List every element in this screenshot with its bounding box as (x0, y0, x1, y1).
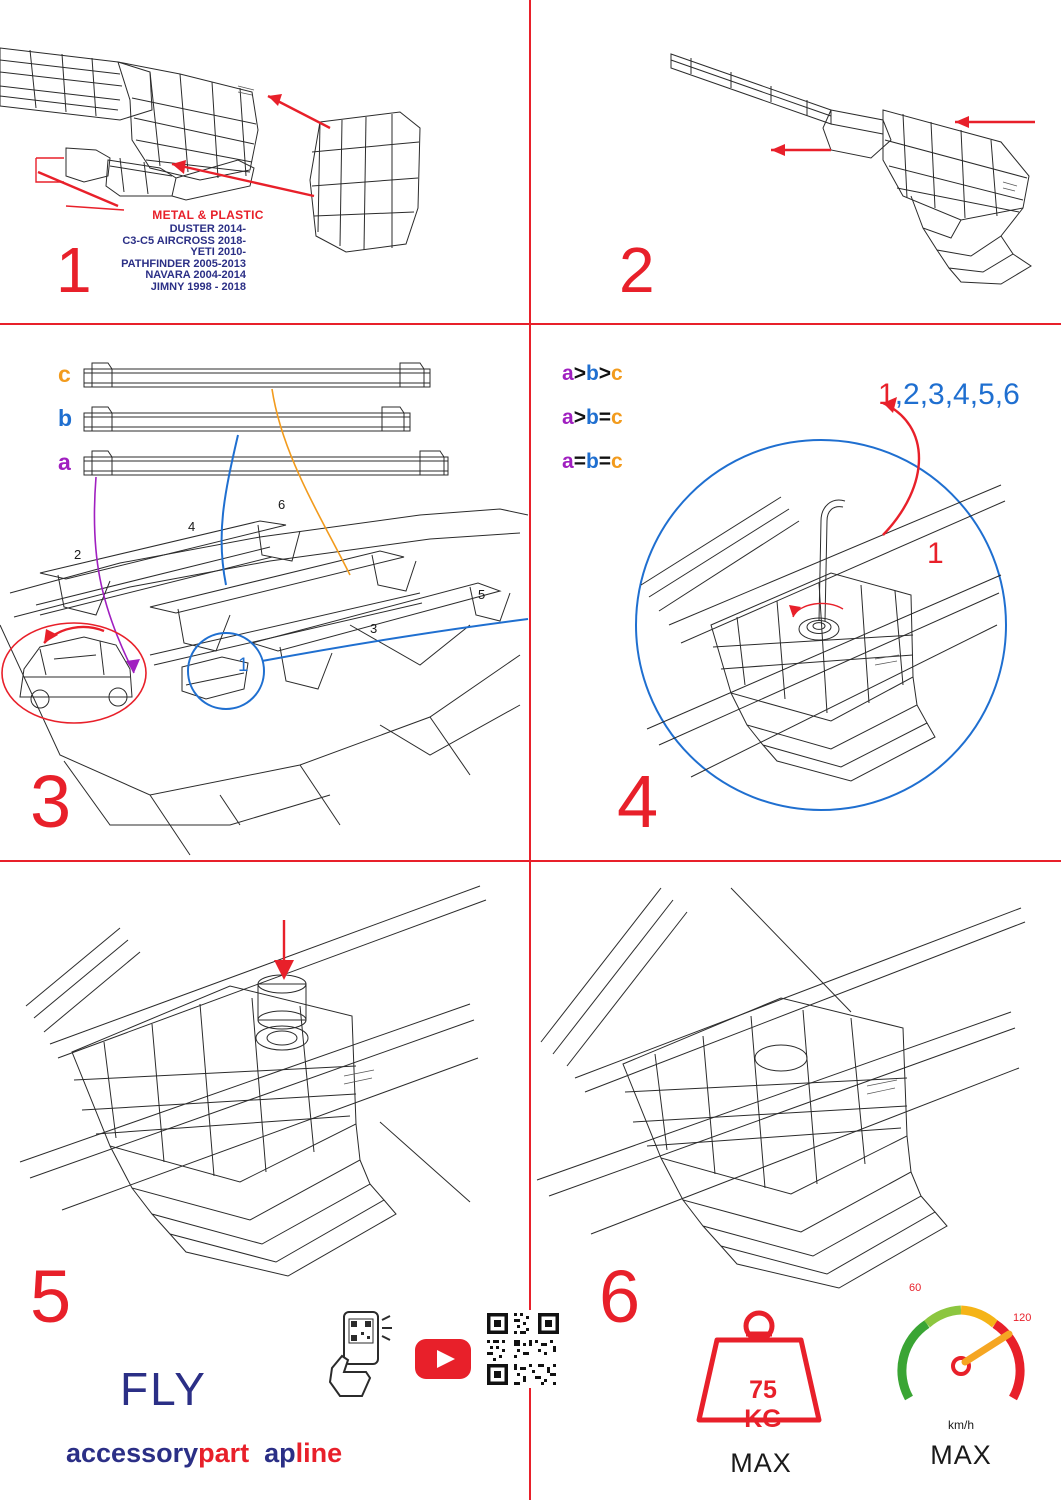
eq2-b: b (585, 406, 599, 429)
panel-step-1 (0, 0, 529, 323)
vehicle-item: PATHFINDER 2005-2013 (121, 257, 246, 270)
brand-word-ap: ap (264, 1438, 296, 1468)
eq1-b: b (585, 362, 599, 385)
bar-label-c: c (58, 361, 71, 387)
bar-label-b: b (58, 405, 73, 431)
eq2-op2: = (598, 406, 612, 429)
marker-6: 6 (278, 497, 286, 512)
step-number-2: 2 (619, 234, 655, 306)
sequence-first: 1 (878, 378, 895, 411)
gauge-max-label: 120 (1013, 1312, 1032, 1324)
sequence-rest: ,2,3,4,5,6 (894, 378, 1020, 411)
vehicle-item: YETI 2010- (190, 246, 246, 258)
eq1-c: c (611, 362, 623, 385)
speed-limit-gauge-icon (893, 1294, 1032, 1426)
eq3-op1: = (573, 450, 586, 473)
marker-3: 3 (370, 621, 378, 636)
material-note: METAL & PLASTIC (152, 208, 264, 222)
panel-step-3 (0, 325, 529, 860)
step-number-5: 5 (30, 1255, 72, 1338)
step-number-4: 4 (617, 760, 659, 843)
brand-word-part: part (198, 1438, 250, 1468)
vehicle-item: C3-C5 AIRCROSS 2018- (122, 234, 246, 247)
eq1-a: a (562, 362, 574, 385)
panel-5-illustration (0, 862, 529, 1500)
marker-5: 5 (478, 587, 486, 602)
speed-unit-label: km/h (947, 1418, 974, 1432)
speed-max-label: MAX (930, 1440, 992, 1470)
bar-label-a: a (58, 449, 71, 475)
qr-scan-hand-icon (326, 1310, 402, 1402)
eq3-b: b (585, 450, 599, 473)
step-number-3: 3 (30, 760, 72, 843)
callout-number-step3: 1 (238, 655, 249, 676)
callout-number-step4: 1 (927, 537, 944, 570)
weight-max-label: MAX (730, 1448, 792, 1478)
eq2-c: c (611, 406, 623, 429)
panel-step-6 (531, 862, 1061, 1500)
eq3-c: c (611, 450, 623, 473)
youtube-icon[interactable] (414, 1338, 472, 1380)
eq3-op2: = (598, 450, 612, 473)
eq2-a: a (562, 406, 574, 429)
weight-value: 75 KG (744, 1376, 782, 1433)
vehicle-item: NAVARA 2004-2014 (145, 269, 246, 281)
brand-subtitle (66, 1438, 342, 1469)
marker-2: 2 (74, 547, 82, 562)
brand-title: FLY (120, 1363, 207, 1415)
brand-word-accessory: accessory (66, 1438, 199, 1468)
panel-step-5 (0, 862, 529, 1500)
gauge-min-label: 60 (909, 1282, 922, 1294)
eq1-op1: > (573, 362, 586, 385)
panel-step-2 (531, 0, 1061, 323)
eq3-a: a (562, 450, 574, 473)
marker-4: 4 (188, 519, 196, 534)
brand-word-line: line (295, 1438, 343, 1468)
panel-3-illustration (0, 325, 529, 860)
step-number-6: 6 (599, 1255, 641, 1338)
eq2-op1: > (573, 406, 586, 429)
tightening-sequence (878, 378, 1020, 412)
eq1-op2: > (598, 362, 612, 385)
panel-2-illustration (531, 0, 1061, 323)
vehicle-item: JIMNY 1998 - 2018 (150, 280, 246, 293)
step-number-1: 1 (56, 234, 92, 306)
vehicle-item: DUSTER 2014- (169, 223, 246, 235)
